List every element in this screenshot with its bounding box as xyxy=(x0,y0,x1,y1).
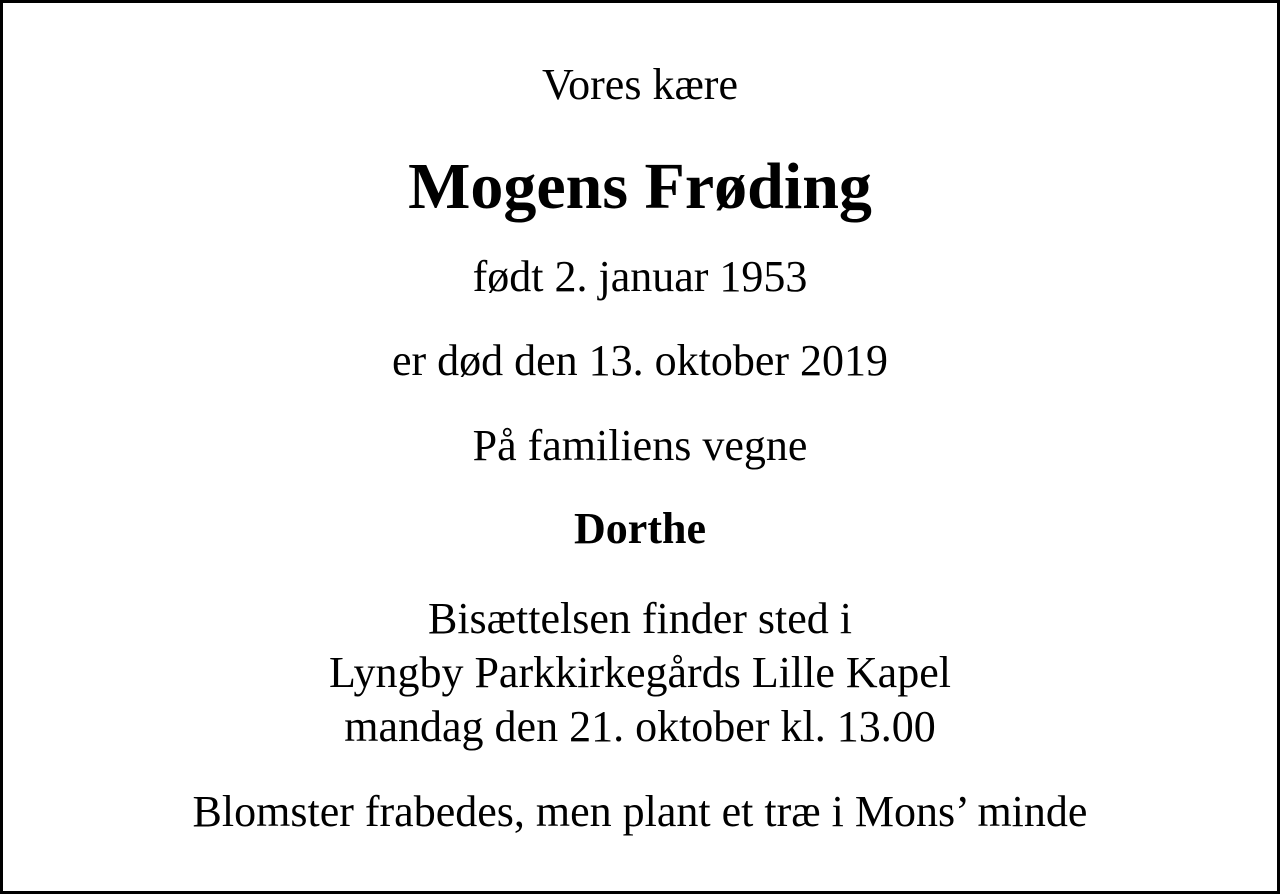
funeral-line: mandag den 21. oktober kl. 13.00 xyxy=(344,702,936,751)
intro-text: Vores kære xyxy=(542,60,738,109)
birth-date: født 2. januar 1953 xyxy=(472,252,808,301)
signer-name: Dorthe xyxy=(574,504,706,553)
on-behalf-text: På familiens vegne xyxy=(472,421,808,470)
deceased-name: Mogens Frøding xyxy=(408,150,872,223)
flowers-note: Blomster frabedes, men plant et træ i Mons’ minde xyxy=(192,787,1088,836)
death-date: er død den 13. oktober 2019 xyxy=(391,336,889,385)
funeral-line: Lyngby Parkkirkegårds Lille Kapel xyxy=(329,648,951,697)
funeral-details xyxy=(3,592,1277,754)
funeral-line: Bisættelsen finder sted i xyxy=(427,594,853,643)
